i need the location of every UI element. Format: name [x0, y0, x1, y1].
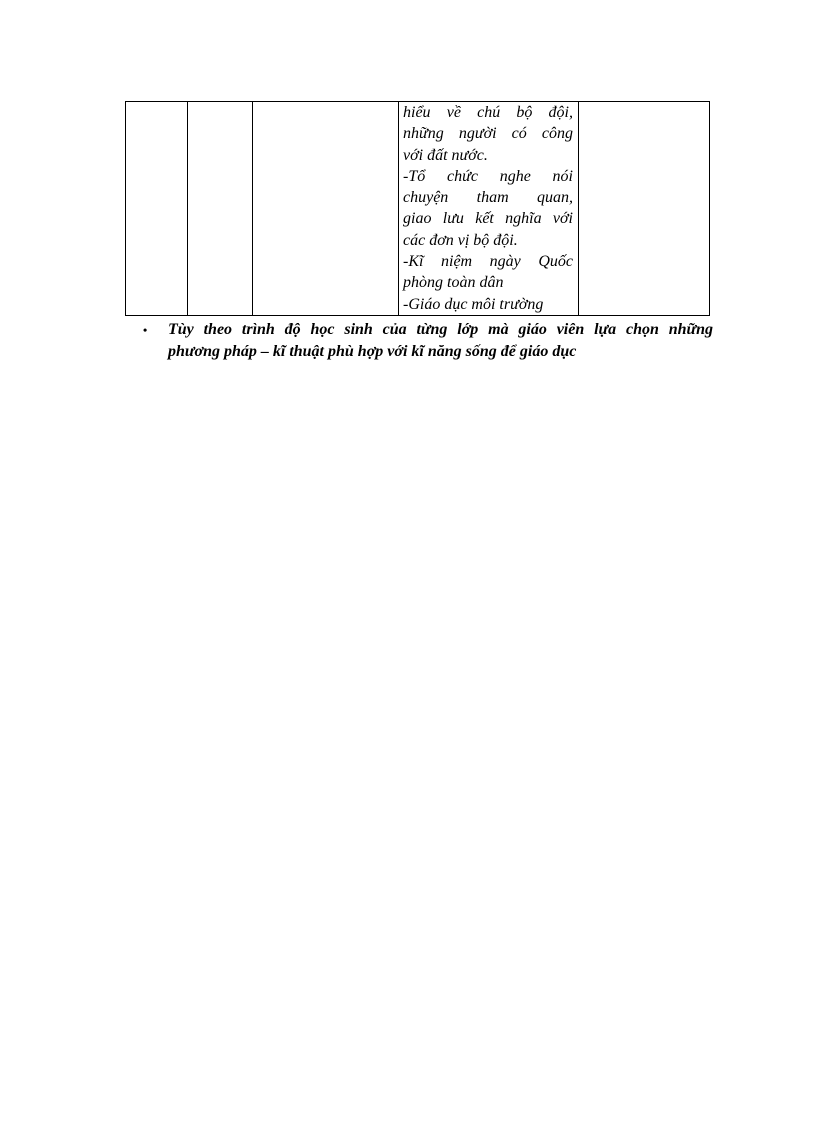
- cell-line: -Giáo dục môi trường: [403, 295, 544, 313]
- cell-line: hiểu về chú bộ đội,: [403, 104, 573, 121]
- table-row: [126, 102, 710, 316]
- note-text: [168, 319, 713, 363]
- cell-line: những người có công: [403, 125, 573, 143]
- cell-line: -Tổ chức nghe nói: [403, 167, 573, 185]
- cell-line: phòng toàn dân: [403, 274, 504, 292]
- note-line: Tùy theo trình độ học sinh của từng lớp mà giáo viên lựa chọn những: [168, 321, 713, 338]
- note-line: phương pháp – kĩ thuật phù hợp với kĩ năng sống để giáo dục: [168, 343, 577, 360]
- cell-line: -Kĩ niệm ngày Quốc: [403, 253, 573, 271]
- cell-line: chuyện tham quan,: [403, 189, 573, 207]
- table-cell-activities: [399, 102, 579, 316]
- activities-table: [125, 101, 710, 316]
- bullet-icon: •: [143, 323, 148, 337]
- teacher-note: [143, 319, 713, 363]
- table-cell-col3: [253, 102, 399, 316]
- cell-line: các đơn vị bộ đội.: [403, 231, 518, 249]
- cell-line: với đất nước.: [403, 146, 488, 164]
- table-cell-col5: [579, 102, 710, 316]
- table-cell-col2: [188, 102, 253, 316]
- cell-line: giao lưu kết nghĩa với: [403, 210, 573, 228]
- table-cell-col1: [126, 102, 188, 316]
